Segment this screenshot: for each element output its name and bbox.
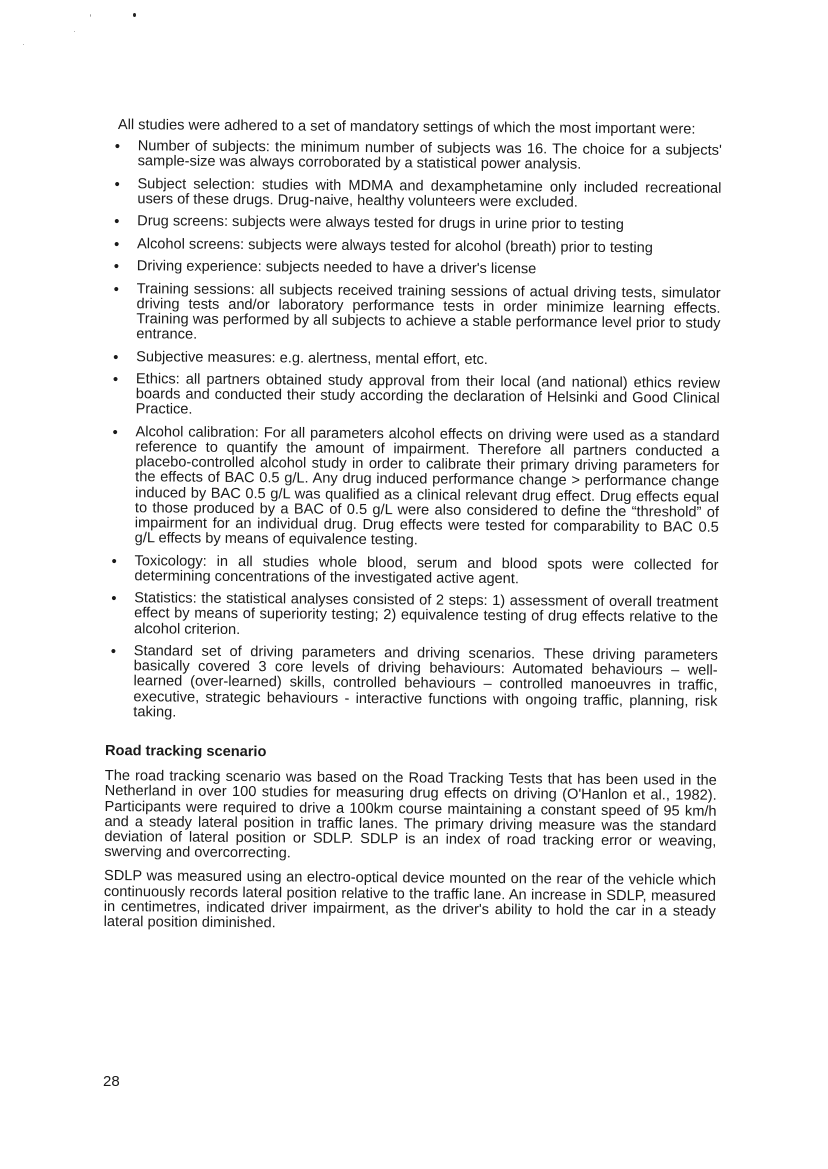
scan-speck [74,31,75,32]
list-item: • Driving experience: subjects needed to have a driver's license [109,259,721,279]
document-body [104,118,722,944]
scan-speck [133,13,136,17]
list-item: • Ethics: all partners obtained study approval from their local (and national) ethics review boards and conducted their study according the declaration of Helsinki and Good Clinical Practice. [108,372,720,422]
section-heading: Road tracking scenario [104,742,267,761]
list-item: • Alcohol screens: subjects were always tested for alcohol (breath) prior to testing [109,237,721,257]
scan-speck [23,44,24,45]
page-number: 28 [103,1073,120,1090]
scan-speck [90,14,91,17]
intro-text: All studies were adhered to a set of mandatory settings of which the most important were: [117,117,696,138]
body-paragraph: The road tracking scenario was based on the Road Tracking Tests that has been used in the Netherland in over 100 studies for measuring drug effects on driving (O'Hanlon et al., 1982). Participants were required to drive a 100km course maintaining a constant speed of 95 km/h and a steady lateral position in traffic lanes. The primary driving measure was the standard deviation of lateral position or SDLP. SDLP is an index of road tracking error or weaving, swerving and overcorrecting. [104,768,717,862]
list-item: • Statistics: the statistical analyses consisted of 2 steps: 1) assessment of overall treatment effect by means of superiority testing; 2) equivalence testing of drug effects relative to the alcohol criterion. [106,591,718,641]
list-item: • Subjective measures: e.g. alertness, mental effort, etc. [108,350,720,370]
list-item: • Subject selection: studies with MDMA and dexamphetamine only included recreational users of these drugs. Drug-naive, healthy volunteers were excluded. [109,177,721,212]
list-item: • Training sessions: all subjects received training sessions of actual driving tests, simulator driving tests and/or laboratory performance tests in order minimize learning effects. Training was performed by all subjects to achieve a stable performance level prior to study entrance. [108,282,720,348]
list-item: • Toxicology: in all studies whole blood, serum and blood spots were collected for determining concentrations of the investigated active agent. [106,554,718,589]
requirements-list [105,139,722,725]
body-paragraph: SDLP was measured using an electro-optical device mounted on the rear of the vehicle which continuously records lateral position relative to the traffic lane. An increase in SDLP, measured in centimetres, indicated driver impairment, as the driver's ability to hold the car in a steady lateral position diminished. [103,868,717,932]
list-item: • Standard set of driving parameters and driving scenarios. These driving parameters basically covered 3 core levels of driving behaviours: Automated behaviours – well-learned (over-learned) skills, controlled behaviours – controlled manoeuvres in traffic, executive, strategic behaviours - interactive functions with ongoing traffic, planning, risk taking. [105,644,718,725]
list-item: • Alcohol calibration: For all parameters alcohol effects on driving were used as a standard reference to quantify the amount of impairment. Therefore all partners conducted a placebo-controlled alcohol study in order to calibrate their primary driving parameters for the effects of BAC 0.5 g/L. Any drug induced performance change > performance change induced by BAC 0.5 g/L was qualified as a clinical relevant drug effect. Drug effects equal to those produced by a BAC of 0.5 g/L were also considered to define the “threshold” of impairment for an individual drug. Drug effects were tested for comparability to BAC 0.5 g/L effects by means of equivalence testing. [107,425,720,551]
list-item: • Drug screens: subjects were always tested for drugs in urine prior to testing [109,214,721,234]
list-item: • Number of subjects: the minimum number of subjects was 16. The choice for a subjects' sample-size was always corroborated by a statistical power analysis. [110,139,722,174]
